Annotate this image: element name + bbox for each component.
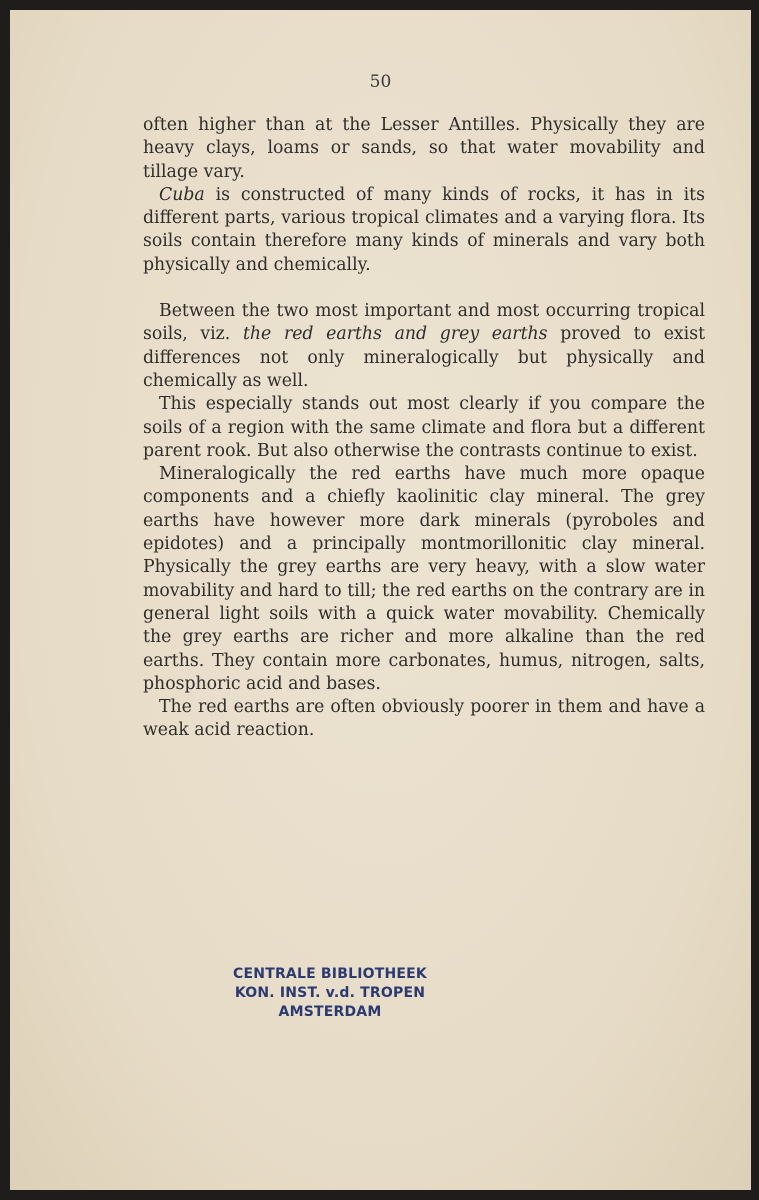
page-number: 50: [369, 72, 392, 92]
paragraph-3-before: Between the two most important and most occurring tropical soils, viz.: [143, 301, 705, 345]
paragraph-2-text: is constructed of many kinds of rocks, it has in its different parts, various tropical climates and a varying flora. Its soils contain therefore many kinds of minerals and vary both physically and chemically.: [143, 184, 705, 275]
body-text: [143, 114, 705, 743]
paragraph-2: [143, 184, 705, 277]
paragraph-3: [143, 300, 705, 393]
stamp-line-2: KON. INST. v.d. TROPEN: [234, 985, 426, 1001]
paragraph-1: often higher than at the Lesser Antilles. Physically they are heavy clays, loams or sands, so that water movability and tillage vary.: [143, 115, 705, 182]
paragraph-4: This especially stands out most clearly if you compare the soils of a region with the same climate and flora but a different parent rook. But also otherwise the contrasts continue to exist.: [143, 394, 705, 461]
red-grey-earths-italic: the red earths and grey earths: [242, 324, 548, 345]
library-stamp: [200, 965, 460, 1022]
cuba-italic: Cuba: [159, 184, 205, 205]
paragraph-3-after: proved to exist differences not only mineralogically but physically and chemically as well.: [143, 324, 706, 391]
stamp-line-3: AMSTERDAM: [278, 1004, 382, 1020]
book-page: [10, 10, 751, 1190]
stamp-line-1: CENTRALE BIBLIOTHEEK: [233, 966, 427, 982]
paragraph-5: Mineralogically the red earths have much more opaque components and a chiefly kaolinitic clay mineral. The grey earths have however more dark minerals (pyroboles and epidotes) and a principally montmorillonitic clay mineral. Physically the grey earths are very heavy, with a slow water movability and hard to till; the red earths on the contrary are in general light soils with a quick water movability. Chemically the grey earths are richer and more alkaline than the red earths. They contain more carbonates, humus, nitrogen, salts, phosphoric acid and bases.: [143, 464, 705, 694]
paragraph-6: The red earths are often obviously poorer in them and have a weak acid reaction.: [143, 697, 705, 741]
